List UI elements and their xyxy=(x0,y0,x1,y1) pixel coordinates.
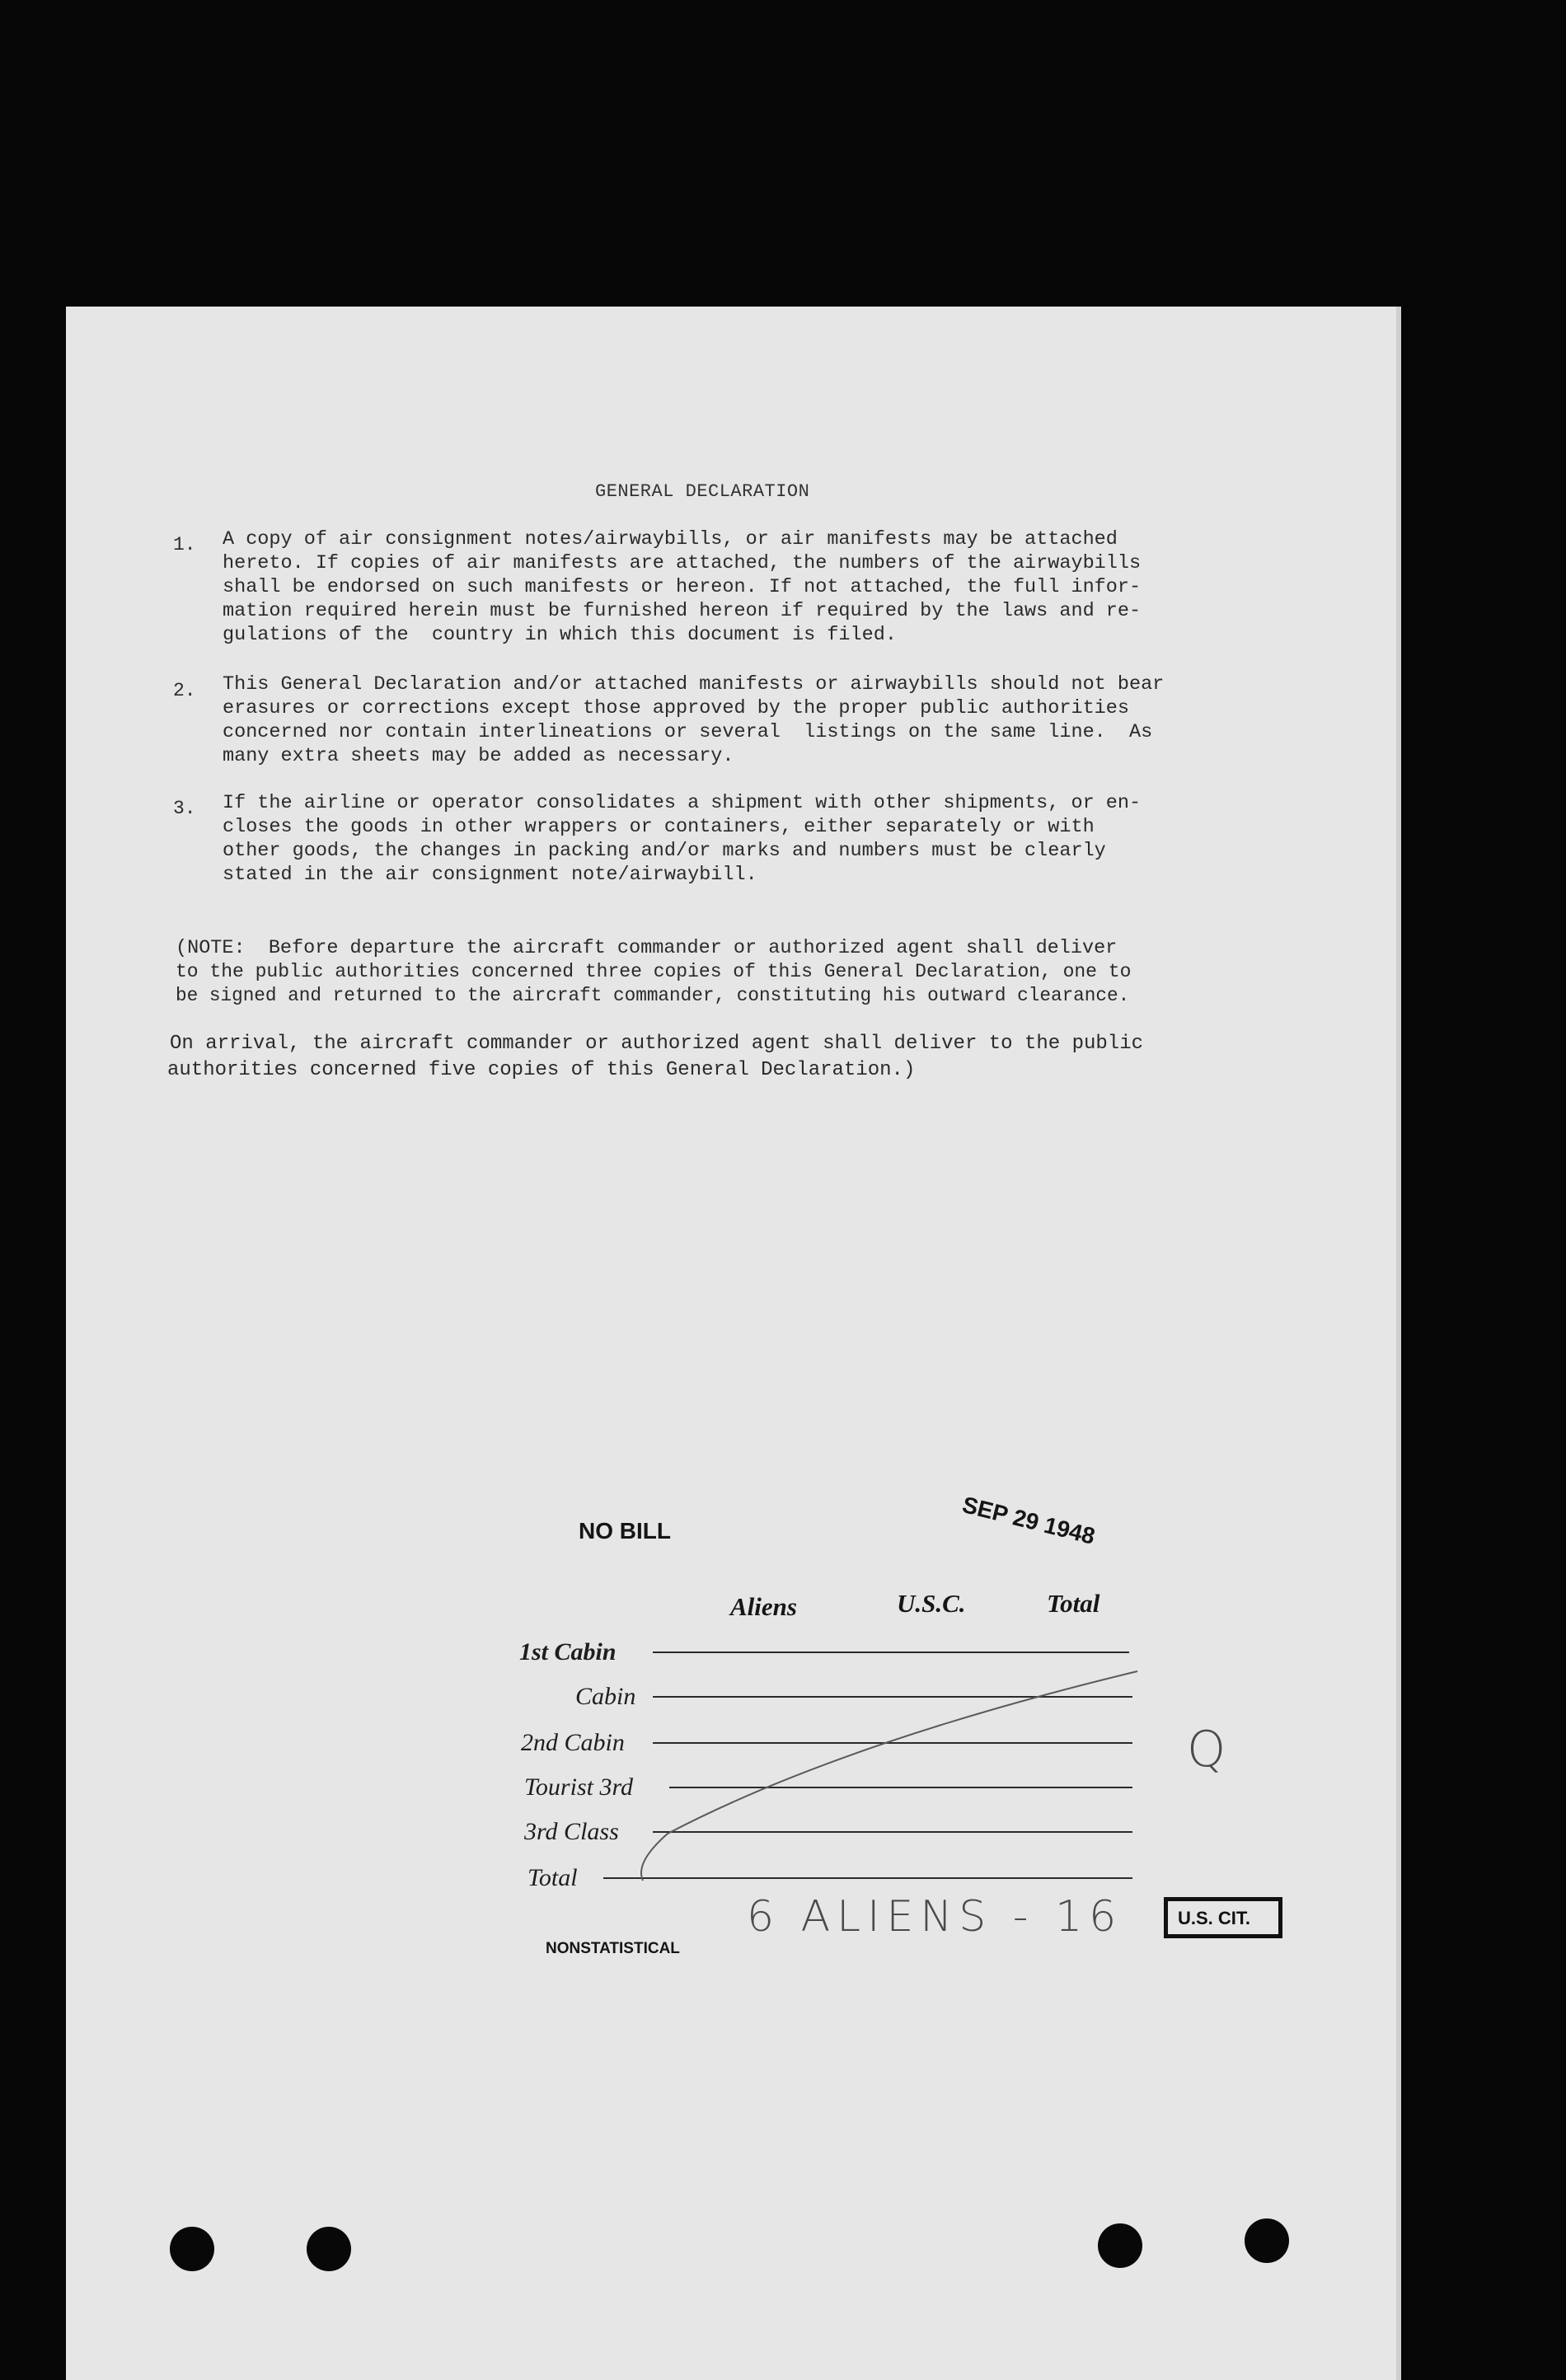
punch-hole xyxy=(307,2227,351,2271)
punch-hole xyxy=(1245,2218,1289,2263)
row-label: Cabin xyxy=(575,1683,636,1710)
item-number: 2. xyxy=(173,680,196,701)
text-line: (NOTE: Before departure the aircraft commander or authorized agent shall deliver xyxy=(176,937,1118,959)
pencil-slash-mark xyxy=(635,1665,1146,1895)
entry-line xyxy=(653,1651,1129,1653)
item-number: 1. xyxy=(173,534,196,555)
date-stamp: SEP 29 1948 xyxy=(959,1492,1098,1549)
text-line: many extra sheets may be added as necessary. xyxy=(223,745,734,767)
row-label: 3rd Class xyxy=(524,1818,619,1845)
text-line: A copy of air consignment notes/airwaybills, or air manifests may be attached xyxy=(223,528,1118,550)
declaration-title: GENERAL DECLARATION xyxy=(595,481,810,502)
us-cit-stamp xyxy=(1164,1897,1282,1938)
column-header-aliens: Aliens xyxy=(730,1592,797,1621)
row-label: 1st Cabin xyxy=(519,1638,617,1666)
text-line: stated in the air consignment note/airwaybill. xyxy=(223,864,757,886)
row-label: Tourist 3rd xyxy=(524,1773,634,1801)
text-line: If the airline or operator consolidates a shipment with other shipments, or en- xyxy=(223,792,1142,814)
text-line: closes the goods in other wrappers or containers, either separately or with xyxy=(223,816,1095,838)
punch-hole xyxy=(170,2227,214,2271)
text-line: concerned nor contain interlineations or several listings on the same line. As xyxy=(223,721,1153,743)
text-line: shall be endorsed on such manifests or hereon. If not attached, the full infor- xyxy=(223,576,1142,598)
text-line: authorities concerned five copies of this General Declaration.) xyxy=(167,1059,916,1081)
text-line: erasures or corrections except those approved by the proper public authorities xyxy=(223,697,1129,719)
item-number: 3. xyxy=(173,798,196,819)
column-header-total: Total xyxy=(1047,1589,1100,1618)
row-label: 2nd Cabin xyxy=(521,1729,625,1756)
handwritten-aliens-note: 6 ALIENS - 16 xyxy=(747,1892,1123,1942)
text-line: other goods, the changes in packing and/or marks and numbers must be clearly xyxy=(223,840,1106,862)
no-bill-stamp: NO BILL xyxy=(579,1518,671,1544)
text-line: hereto. If copies of air manifests are attached, the numbers of the airwaybills xyxy=(223,552,1142,574)
us-cit-label: U.S. CIT. xyxy=(1178,1908,1251,1928)
page-edge xyxy=(1396,307,1401,2380)
text-line: to the public authorities concerned three copies of this General Declaration, one to xyxy=(176,961,1132,982)
punch-hole xyxy=(1098,2223,1142,2268)
text-line: On arrival, the aircraft commander or authorized agent shall deliver to the public xyxy=(170,1033,1143,1055)
column-header-usc: U.S.C. xyxy=(897,1589,966,1618)
text-line: This General Declaration and/or attached manifests or airwaybills should not bear xyxy=(223,673,1165,696)
row-label: Total xyxy=(527,1864,578,1891)
handwritten-mark: Q xyxy=(1187,1721,1233,1778)
text-line: be signed and returned to the aircraft commander, constituting his outward clearance. xyxy=(176,985,1130,1006)
text-line: gulations of the country in which this document is filed. xyxy=(223,624,897,646)
text-line: mation required herein must be furnished hereon if required by the laws and re- xyxy=(223,600,1142,622)
nonstatistical-stamp: NONSTATISTICAL xyxy=(546,1940,680,1957)
